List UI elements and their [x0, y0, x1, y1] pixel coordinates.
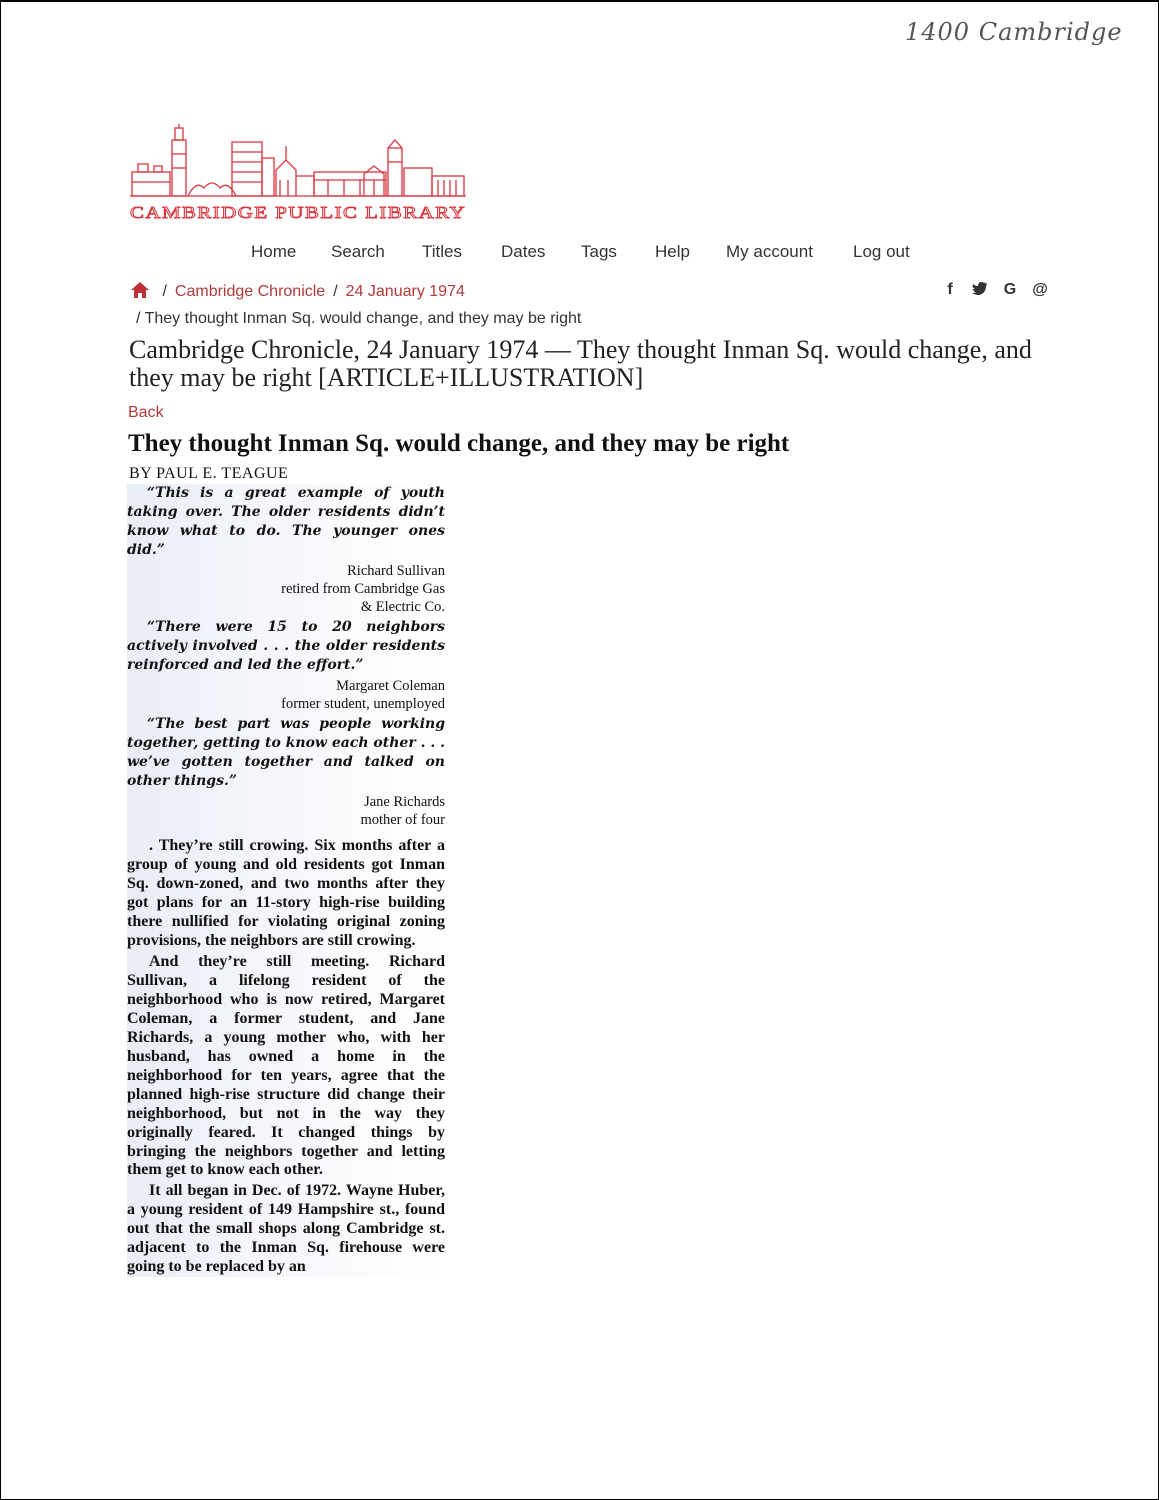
- breadcrumb-separator: /: [162, 283, 167, 300]
- pull-quote: “There were 15 to 20 neighbors actively involved . . . the older residents reinforced and led the effort.”: [127, 619, 445, 673]
- top-edge: [0, 0, 1159, 2]
- breadcrumb-article-row: [136, 310, 581, 328]
- nav-tags[interactable]: Tags: [581, 242, 617, 261]
- facebook-icon[interactable]: f: [947, 281, 953, 298]
- breadcrumb-article: They thought Inman Sq. would change, and they may be right: [144, 310, 582, 327]
- breadcrumb-separator: /: [333, 283, 338, 300]
- nav-search[interactable]: Search: [331, 242, 385, 261]
- nav-home[interactable]: Home: [251, 242, 297, 261]
- library-logo[interactable]: [128, 124, 473, 224]
- nav-help[interactable]: Help: [655, 242, 690, 261]
- breadcrumb-separator: /: [136, 310, 141, 327]
- breadcrumb-publication[interactable]: Cambridge Chronicle: [174, 283, 326, 300]
- article-headline: They thought Inman Sq. would change, and they may be right: [128, 430, 790, 457]
- back-link[interactable]: Back: [128, 404, 164, 421]
- breadcrumb: [130, 281, 465, 301]
- handwritten-note: 1400 Cambridge: [905, 18, 1123, 46]
- quote-attribution-name: Margaret Coleman: [336, 678, 445, 694]
- quote-attribution-name: Jane Richards: [364, 794, 445, 810]
- pull-quote: “The best part was people working together, getting to know each other . . . we’ve gotten together and talked on other things.”: [127, 716, 445, 789]
- nav-my-account[interactable]: My account: [726, 242, 813, 261]
- quote-attribution-role: former student, unemployed: [281, 696, 445, 712]
- email-icon[interactable]: @: [1032, 281, 1048, 298]
- article-paragraph: And they’re still meeting. Richard Sullivan, a lifelong resident of the neighborhood who is now retired, Margaret Coleman, a former student, and Jane Richards, a young mother who, with her husband, has owned a home in the neighborhood for ten years, agree that the planned high-rise structure did change their neighborhood, but not in the way they originally feared. It changed things by bringing the neighbors together and letting them get to know each other.: [127, 953, 445, 1179]
- breadcrumb-date[interactable]: 24 January 1974: [345, 283, 465, 300]
- quote-attribution-role: retired from Cambridge Gas: [281, 581, 445, 597]
- pull-quote: “This is a great example of youth taking over. The older residents didn’t know what to do. The younger ones did.”: [127, 485, 445, 558]
- home-icon[interactable]: [130, 281, 150, 299]
- quote-attribution-role: & Electric Co.: [360, 599, 445, 615]
- nav-dates[interactable]: Dates: [501, 242, 546, 261]
- article-paragraph: It all began in Dec. of 1972. Wayne Huber, a young resident of 149 Hampshire st., found out that the small shops along Cambridge st. adjacent to the Inman Sq. firehouse were going to be replaced by an: [127, 1182, 445, 1275]
- twitter-icon[interactable]: [965, 281, 995, 299]
- nav-titles[interactable]: Titles: [422, 242, 462, 261]
- page-title: Cambridge Chronicle, 24 January 1974 — They thought Inman Sq. would change, and they may be right [ARTICLE+ILLUSTRATION]: [129, 335, 1032, 392]
- quote-attribution-role: mother of four: [360, 812, 445, 828]
- nav-log-out[interactable]: Log out: [853, 242, 910, 261]
- library-logo-text: CAMBRIDGE PUBLIC LIBRARY: [130, 203, 466, 222]
- google-icon[interactable]: G: [1003, 281, 1017, 298]
- article-byline: BY PAUL E. TEAGUE: [129, 465, 289, 482]
- article-column: [127, 484, 445, 1277]
- article-paragraph: . They’re still crowing. Six months after a group of young and old residents got Inman Sq. down-zoned, and two months after they got plans for an 11-story high-rise building there nullified for violating original zoning provisions, the neighbors are still crowing.: [127, 837, 445, 949]
- quote-attribution-name: Richard Sullivan: [347, 563, 445, 579]
- share-icons: [935, 281, 1055, 299]
